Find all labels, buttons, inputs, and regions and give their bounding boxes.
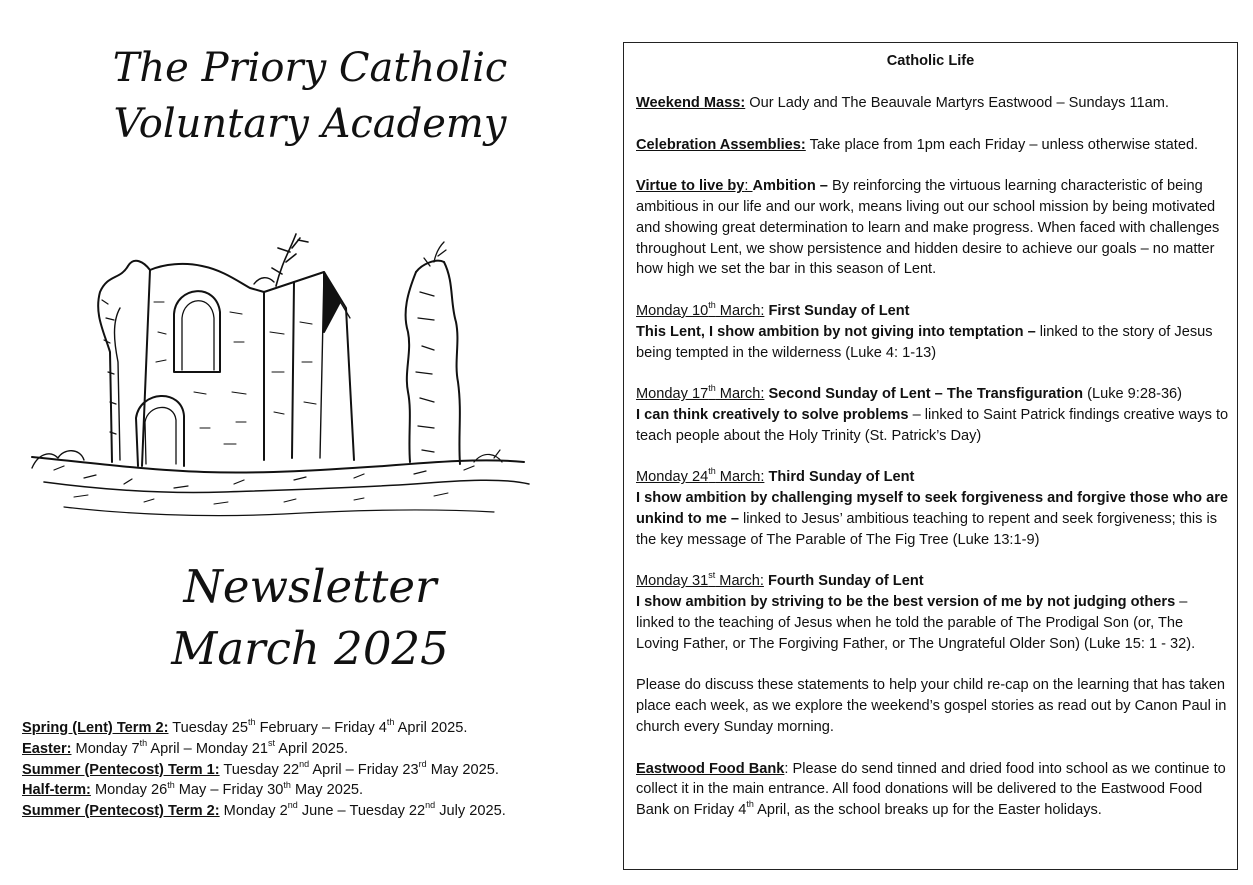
school-name bbox=[60, 40, 560, 152]
week-date: Monday 10th March: bbox=[636, 300, 765, 319]
masthead-line-1: Newsletter bbox=[183, 560, 437, 613]
week-date: Monday 24th March: bbox=[636, 466, 765, 486]
term-row: Summer (Pentecost) Term 2: Monday 2nd June – Tuesday 22nd July 2025. bbox=[22, 800, 506, 820]
term-label: Half-term: bbox=[22, 782, 91, 799]
week-heading: Fourth Sunday of Lent bbox=[767, 573, 924, 590]
week-statement: I show ambition by challenging myself to seek forgiveness and forgive those who are unkind to me – bbox=[636, 490, 1228, 527]
food-bank: Eastwood Food Bank: Please do send tinned and dried food into school as we continue to collect it in the main entrance. All food donations will be delivered to the Eastwood Food Bank on Friday 4th April, as the school breaks up for the Easter holidays. bbox=[636, 760, 1226, 819]
food-bank-label: Eastwood Food Bank bbox=[636, 760, 785, 777]
school-name-line-1: The Priory Catholic bbox=[112, 45, 508, 91]
term-label: Summer (Pentecost) Term 2: bbox=[22, 803, 220, 820]
term-label: Spring (Lent) Term 2: bbox=[22, 720, 169, 736]
masthead-line-2: March 2025 bbox=[171, 622, 449, 675]
catholic-life-title: Catholic Life bbox=[886, 53, 975, 69]
assemblies-label: Celebration Assemblies: bbox=[636, 136, 806, 153]
weekend-mass-label: Weekend Mass: bbox=[636, 95, 746, 111]
week-heading: Third Sunday of Lent bbox=[768, 469, 915, 486]
week-date: Monday 17th March: bbox=[636, 383, 765, 403]
week-date: Monday 31st March: bbox=[636, 570, 764, 590]
week-heading: First Sunday of Lent bbox=[768, 302, 910, 319]
term-row: Easter: Monday 7th April – Monday 21st April 2025. bbox=[22, 737, 349, 757]
week-statement: This Lent, I show ambition by not giving into temptation – bbox=[636, 323, 1036, 340]
priory-ruins-illustration bbox=[24, 222, 534, 532]
term-row: Summer (Pentecost) Term 1: Tuesday 22nd April – Friday 23rd May 2025. bbox=[22, 758, 499, 778]
term-row: Half-term: Monday 26th May – Friday 30th May 2025. bbox=[22, 779, 364, 799]
weekend-mass: Weekend Mass: Our Lady and The Beauvale Martyrs Eastwood – Sundays 11am. bbox=[636, 95, 1169, 111]
catholic-life-panel bbox=[623, 42, 1238, 870]
week-heading: Second Sunday of Lent – The Transfiguration bbox=[768, 386, 1084, 403]
front-cover bbox=[0, 0, 620, 885]
lent-week-1: Monday 10th March: First Sunday of Lent This Lent, I show ambition by not giving into temptation – linked to the story of Jesus being tempted in the wilderness (Luke 4: 1-13) bbox=[636, 300, 1213, 361]
term-dates bbox=[22, 718, 506, 822]
school-name-line-2: Voluntary Academy bbox=[113, 101, 507, 147]
lent-week-3: Monday 24th March: Third Sunday of Lent I show ambition by challenging myself to seek forgiveness and forgive those who are unkind to me – linked to Jesus’ ambitious teaching to repent and seek forgiveness; this is the key message of The Parable of The Fig Tree (Luke 13:1-9) bbox=[636, 466, 1228, 548]
lent-week-4: Monday 31st March: Fourth Sunday of Lent I show ambition by striving to be the best version of me by not judging others – linked to the teaching of Jesus when he told the parable of The Prodigal Son (or, The Loving Father, or The Forgiving Father, or The Ungrateful Older Son) (Luke 15: 1 - 32). bbox=[636, 570, 1196, 652]
term-label: Easter: bbox=[22, 740, 72, 757]
discussion-note: Please do discuss these statements to help your child re-cap on the learning that has taken place each week, as we explore the weekend’s gospel stories as read out by Canon Paul in church every Sunday morning. bbox=[636, 677, 1227, 735]
virtue-to-live-by: Virtue to live by: Ambition – By reinforcing the virtuous learning characteristic of being ambitious in our life and our work, means living out our school mission by being motivated and showing great determination to learn and make progress. When faced with challenges throughout Lent, we show persistence and hidden desire to achieve our goals – no matter how high we set the bar in this season of Lent. bbox=[636, 178, 1220, 278]
newsletter-masthead bbox=[100, 556, 520, 680]
term-row: Spring (Lent) Term 2: Tuesday 25th February – Friday 4th April 2025. bbox=[22, 717, 468, 736]
lent-week-2: Monday 17th March: Second Sunday of Lent – The Transfiguration (Luke 9:28-36) I can think creatively to solve problems – linked to Saint Patrick findings creative ways to teach people about the Holy Trinity (St. Patrick’s Day) bbox=[636, 383, 1229, 444]
week-statement: I can think creatively to solve problems bbox=[636, 406, 909, 423]
term-label: Summer (Pentecost) Term 1: bbox=[22, 761, 220, 778]
week-statement: I show ambition by striving to be the best version of me by not judging others bbox=[636, 594, 1176, 611]
catholic-life-content bbox=[636, 93, 1229, 842]
virtue-label: Virtue to live by bbox=[636, 178, 745, 195]
celebration-assemblies: Celebration Assemblies: Take place from 1pm each Friday – unless otherwise stated. bbox=[636, 136, 1199, 153]
